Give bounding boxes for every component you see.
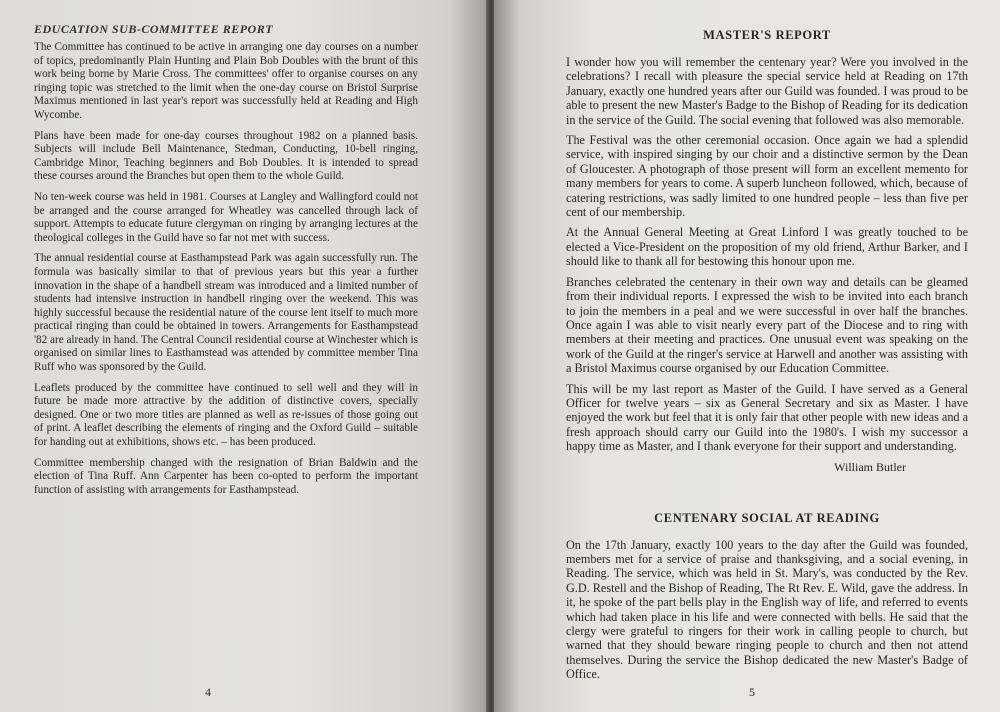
page-number-right: 5: [749, 685, 755, 699]
signature: William Butler: [834, 459, 906, 474]
education-paragraph-4: The annual residential course at Easthampstead Park was again successfully run. The formula was basically similar to that of previous years but this year a further innovation in the shape of a handbell stream was introduced and a limited number of students had intensive instruction in handbell ringing over the weekend. This was highly successful because the residential nature of the course lent itself to much more practical ringing than could be obtained in towers. Arrangements for Easthampstead '82 are already in hand. The Central Council residential course at Winchester which is organised on similar lines to Easthamstead was attended by committee member Tina Ruff who was sponsored by the Guild.: [34, 252, 418, 374]
centenary-social-paragraph: On the 17th January, exactly 100 years to the day after the Guild was founded, members met for a service of praise and thanksgiving, and a social evening, in Reading. The service, which was held in St. Mary's, was conducted by the Rev. G.D. Restell and the Bishop of Reading, The Rt Rev. E. Wild, gave the address. In it, he spoke of the part bells play in the English way of life, and referred to events which had taken place in his life and were connected with bells. He said that the clergy were grateful to ringers for their work in calling people to church, but warned that they should beware ringing people to church and then not attend themselves. During the service the Bishop dedicated the new Master's Badge of Office.: [566, 537, 968, 682]
education-paragraph-2: Plans have been made for one-day courses throughout 1982 on a planned basis. Subjects will include Bell Maintenance, Stedman, Conducting, 10-bell ringing, Cambridge Minor, Teaching beginners and Bob Doubles. It is intended to spread these courses around the Branches but open them to the whole Guild.: [34, 129, 418, 183]
page-number-left: 4: [205, 685, 211, 699]
right-page: [494, 0, 1000, 712]
education-report-title: EDUCATION SUB-COMMITTEE REPORT: [34, 22, 274, 36]
education-paragraph-1: The Committee has continued to be active in arranging one day courses on a number of topics, predominantly Plain Hunting and Plain Bob Doubles with the brunt of this work being borne by Marie Cross. The committees' offer to organise courses on any ringing topic was stretched to the limit when the one-day course on Bristol Surprise Maximus mentioned in last year's report was successfully held at Reading and High Wycombe.: [34, 41, 418, 121]
masters-paragraph-3: At the Annual General Meeting at Great Linford I was greatly touched to be elected a Vice-President on the proposition of my old friend, Arthur Barker, and I should like to thank all for bestowing this honour upon me.: [566, 225, 968, 269]
education-paragraph-6: Committee membership changed with the resignation of Brian Baldwin and the election of Tina Ruff. Ann Carpenter has been co-opted to perform the important function of assisting with arrangements for Easthampstead.: [34, 456, 418, 496]
masters-paragraph-2: The Festival was the other ceremonial occasion. Once again we had a splendid service, with inspired singing by our choir and a distinctive sermon by the Dean of Gloucester. A photograph of those present will form an excellent memento for many members for years to come. A superb luncheon followed, which, because of catering restrictions, was sadly limited to one hundred people – less than five per cent of our membership.: [566, 133, 968, 220]
left-page: [0, 0, 488, 712]
masters-paragraph-5: This will be my last report as Master of the Guild. I have served as a General Officer for twelve years – six as General Secretary and six as Master. I have enjoyed the work but feel that it is only fair that other people with new ideas and a fresh approach should carry our Guild into the 1980's. I wish my successor a happy time as Master, and I thank everyone for their support and understanding.: [566, 381, 968, 454]
centenary-social-title: CENTENARY SOCIAL AT READING: [654, 510, 880, 525]
masters-paragraph-4: Branches celebrated the centenary in their own way and details can be gleamed from their individual reports. I expressed the wish to be invited into each branch to join the members in a peal and we were successful in over half the branches. Once again I was able to visit nearly every part of the Diocese and to ring with members at their meeting and practices. One unusual event was speaking on the work of the Guild at the ringer's service at Harwell and another was assisting with a Bristol Maximus course organised by our Education Committee.: [566, 274, 968, 376]
education-paragraph-5: Leaflets produced by the committee have continued to sell well and they will in future be made more attractive by the addition of distinctive covers, specially designed. One or two more titles are planned as well as re-issues of those going out of print. A leaflet describing the elements of ringing and the Oxford Guild – suitable for handing out at exhibitions, shows etc. – has been produced.: [34, 381, 418, 449]
masters-paragraph-1: I wonder how you will remember the centenary year? Were you involved in the celebrations? I recall with pleasure the special service held at Reading on 17th January, exactly one hundred years after our Guild was founded. I was proud to be able to present the new Master's Badge to the Bishop of Reading for its dedication in the service of the Guild. The social evening that followed was also memorable.: [566, 55, 968, 127]
masters-report-title: MASTER'S REPORT: [703, 28, 831, 42]
education-paragraph-3: No ten-week course was held in 1981. Courses at Langley and Wallingford could not be arranged and the course arranged for Wheatley was cancelled through lack of support. Attempts to educate future clergyman on ringing by arranging lectures at the theological colleges in the Guild have so far not met with success.: [34, 190, 418, 244]
